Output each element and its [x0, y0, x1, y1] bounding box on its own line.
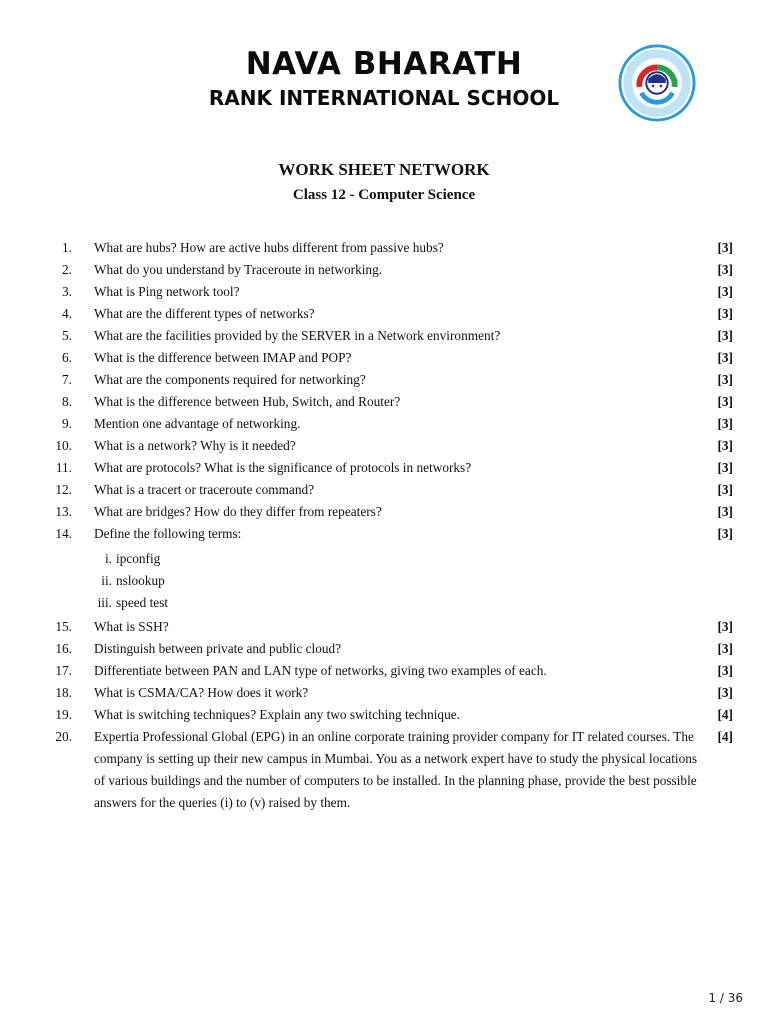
- question-row: [0, 391, 768, 413]
- subitem-text: speed test: [116, 595, 169, 610]
- question-row: [0, 660, 768, 682]
- worksheet-subtitle: Class 12 - Computer Science: [292, 187, 476, 203]
- subitem-text: nslookup: [116, 573, 165, 588]
- question-marks: [3]: [717, 284, 733, 299]
- question-row: [0, 435, 768, 457]
- question-number: 5.: [62, 328, 72, 343]
- question-row: [0, 523, 768, 545]
- question-row: [0, 347, 768, 369]
- question-number: 11.: [55, 460, 72, 475]
- question-marks: [3]: [717, 641, 733, 656]
- question-text: What is CSMA/CA? How does it work?: [94, 685, 309, 700]
- school-subtitle: RANK INTERNATIONAL SCHOOL: [208, 86, 560, 110]
- question-row: [0, 501, 768, 523]
- question-row: [0, 237, 768, 259]
- question-marks: [3]: [717, 504, 733, 519]
- question-row: [0, 325, 768, 347]
- question-row: [0, 457, 768, 479]
- question-marks: [3]: [717, 372, 733, 387]
- question-row: [0, 413, 768, 435]
- question-number: 13.: [55, 504, 72, 519]
- question-number: 2.: [62, 262, 72, 277]
- question-text: What do you understand by Traceroute in networking.: [94, 262, 383, 277]
- question-number: 16.: [55, 641, 72, 656]
- question-number: 1.: [62, 240, 72, 255]
- question-marks: [4]: [717, 707, 733, 722]
- question-marks: [3]: [717, 663, 733, 678]
- worksheet-title: WORK SHEET NETWORK: [278, 160, 490, 179]
- question-marks: [3]: [717, 482, 733, 497]
- question-row: [0, 616, 768, 638]
- question-marks: [3]: [717, 685, 733, 700]
- question-text: What is a network? Why is it needed?: [94, 438, 296, 453]
- question-number: 20.: [55, 729, 72, 744]
- question-number: 4.: [62, 306, 72, 321]
- page-header: [0, 0, 768, 140]
- question-text: What is the difference between IMAP and POP?: [94, 350, 352, 365]
- question-text: What is SSH?: [94, 619, 169, 634]
- question-text: Define the following terms:: [94, 526, 242, 541]
- question-text: Expertia Professional Global (EPG) in an online corporate training provider company for IT related courses. The company is setting up their new campus in Mumbai. You as a network expert have to study the physical locations of various buildings and the number of computers to be installed. In the planning phase, provide the best possible answers for the queries (i) to (v) raised by them.: [94, 729, 698, 810]
- subitem-label: ii.: [101, 573, 112, 588]
- subitem-label: i.: [104, 551, 112, 566]
- question-text: Distinguish between private and public cloud?: [94, 641, 342, 656]
- question-text: What are the components required for networking?: [94, 372, 366, 387]
- question-row: [0, 303, 768, 325]
- question-marks: [3]: [717, 460, 733, 475]
- question-number: 3.: [62, 284, 72, 299]
- question-text: What are the facilities provided by the SERVER in a Network environment?: [94, 328, 501, 343]
- school-name: NAVA BHARATH: [245, 46, 523, 82]
- question-number: 18.: [55, 685, 72, 700]
- question-row: [0, 726, 768, 814]
- question-row: [0, 704, 768, 726]
- question-text: What is a tracert or traceroute command?: [94, 482, 315, 497]
- question-number: 14.: [55, 526, 72, 541]
- question-marks: [4]: [717, 729, 733, 744]
- question-number: 10.: [55, 438, 72, 453]
- question-marks: [3]: [717, 394, 733, 409]
- question-text: What is the difference between Hub, Switch, and Router?: [94, 394, 401, 409]
- question-number: 7.: [62, 372, 72, 387]
- subitem-text: ipconfig: [116, 551, 161, 566]
- subitem-label: iii.: [97, 595, 112, 610]
- question-marks: [3]: [717, 526, 733, 541]
- question-number: 17.: [55, 663, 72, 678]
- question-marks: [3]: [717, 262, 733, 277]
- question-text: Differentiate between PAN and LAN type of networks, giving two examples of each.: [94, 663, 547, 678]
- question-marks: [3]: [717, 416, 733, 431]
- question-text: What is Ping network tool?: [94, 284, 240, 299]
- question-marks: [3]: [717, 306, 733, 321]
- question-marks: [3]: [717, 240, 733, 255]
- question-marks: [3]: [717, 328, 733, 343]
- subitem: [94, 592, 768, 614]
- question-number: 6.: [62, 350, 72, 365]
- question-text: What is switching techniques? Explain any two switching technique.: [94, 707, 460, 722]
- question-text: What are the different types of networks?: [94, 306, 315, 321]
- question-text: What are bridges? How do they differ from repeaters?: [94, 504, 382, 519]
- question-marks: [3]: [717, 438, 733, 453]
- question-row: [0, 682, 768, 704]
- question-number: 19.: [55, 707, 72, 722]
- question-text: Mention one advantage of networking.: [94, 416, 301, 431]
- question-marks: [3]: [717, 619, 733, 634]
- question-row: [0, 259, 768, 281]
- question-number: 8.: [62, 394, 72, 409]
- page-indicator: 1 / 36: [708, 991, 743, 1005]
- question-number: 12.: [55, 482, 72, 497]
- question-marks: [3]: [717, 350, 733, 365]
- subitem-list: [0, 548, 768, 614]
- school-logo: [618, 44, 696, 122]
- subitem: [94, 570, 768, 592]
- question-number: 9.: [62, 416, 72, 431]
- question-text: What are hubs? How are active hubs different from passive hubs?: [94, 240, 444, 255]
- question-number: 15.: [55, 619, 72, 634]
- question-row: [0, 479, 768, 501]
- question-row: [0, 369, 768, 391]
- subitem: [94, 548, 768, 570]
- question-row: [0, 281, 768, 303]
- question-list: [0, 237, 768, 814]
- question-text: What are protocols? What is the significance of protocols in networks?: [94, 460, 472, 475]
- question-row: [0, 638, 768, 660]
